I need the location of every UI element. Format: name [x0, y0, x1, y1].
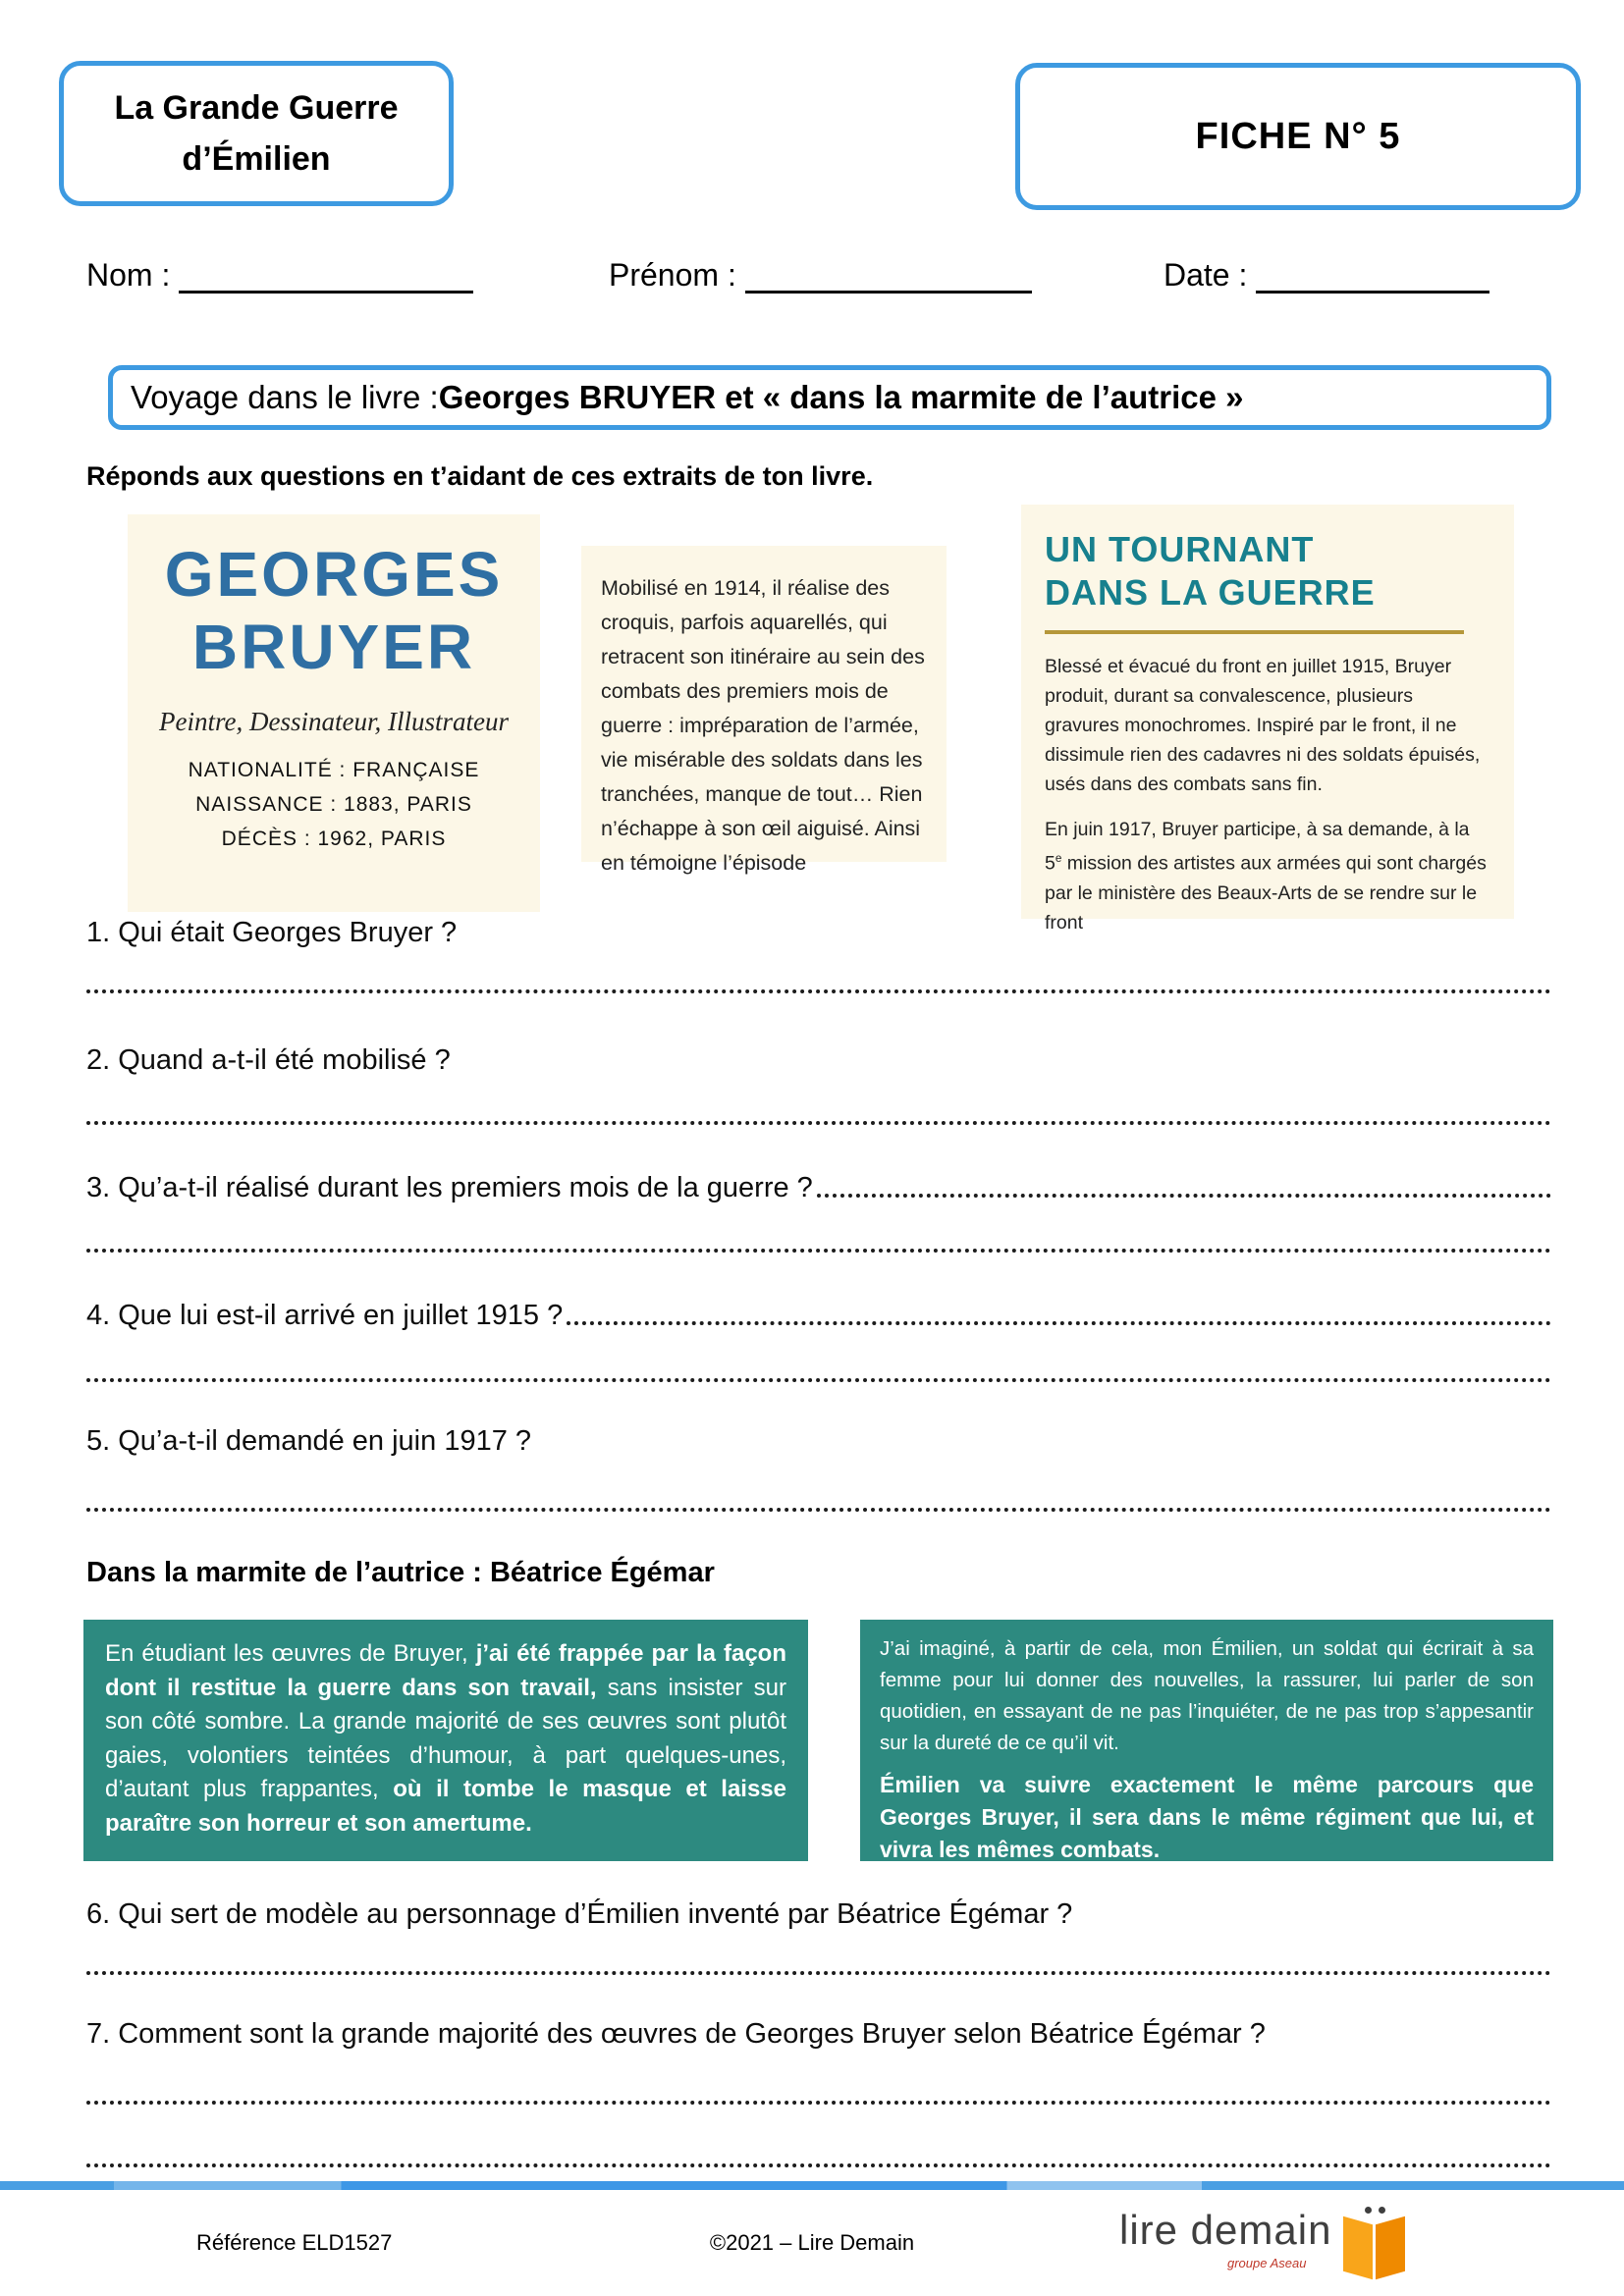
nom-field[interactable] — [179, 257, 473, 294]
question-2: 2. Quand a-t-il été mobilisé ? — [86, 1044, 451, 1076]
tournant-para2 — [1045, 815, 1490, 937]
mobilisation-text: Mobilisé en 1914, il réalise des croquis, parfois aquarellés, qui retracent son itinéraire au sein des combats des premiers mois de guerre : impréparation de l’armée, vie misérable des soldats dans les tranchées, manque de tout… Rien n’échappe à son œil aiguisé. Ainsi en témoigne l’épisode — [601, 576, 925, 875]
mobilisation-extract-card — [581, 546, 947, 875]
banner-title: Georges BRUYER et « dans la marmite de l’autrice » — [438, 379, 1244, 415]
marmite-left-seg1: En étudiant les œuvres de Bruyer, — [105, 1640, 476, 1667]
bio-fact-nationalite: NATIONALITÉ : FRANÇAISE — [188, 759, 480, 781]
banner-prefix: Voyage dans le livre : — [131, 379, 439, 415]
bio-subtitle: Peintre, Dessinateur, Illustrateur — [159, 707, 509, 736]
date-label: Date : — [1164, 257, 1248, 293]
date-field[interactable] — [1256, 257, 1489, 294]
book-title-line2: d’Émilien — [182, 140, 331, 178]
marmite-left-seg2: j’ai été frappée par la façon dont il restitue la guerre dans son travail, — [105, 1640, 786, 1701]
gold-divider — [1045, 630, 1464, 634]
tournant-para2-prefix: En juin 1917, Bruyer participe, à sa demande, à la 5 — [1045, 819, 1470, 875]
instruction-text: Réponds aux questions en t’aidant de ces extraits de ton livre. — [86, 461, 874, 491]
fiche-number-box — [1015, 63, 1581, 210]
tournant-title-line2: DANS LA GUERRE — [1045, 572, 1376, 613]
marmite-left-seg4: où il tombe le masque et laisse paraître son horreur et son amertume. — [105, 1776, 786, 1837]
question-5: 5. Qu’a-t-il demandé en juin 1917 ? — [86, 1425, 532, 1457]
logo-tagline: groupe Aseau — [1227, 2256, 1307, 2270]
answer-line-6[interactable] — [86, 1971, 1551, 1975]
bio-extract-card — [128, 514, 540, 912]
marmite-heading: Dans la marmite de l’autrice : Béatrice Égémar — [86, 1557, 715, 1588]
answer-line-3[interactable] — [86, 1249, 1551, 1253]
question-7: 7. Comment sont la grande majorité des œuvres de Georges Bruyer selon Béatrice Égémar ? — [86, 2018, 1266, 2050]
section-banner — [108, 365, 1551, 430]
answer-line-7b[interactable] — [86, 2163, 1551, 2167]
question-4 — [86, 1300, 1551, 1332]
bio-fact-deces: DÉCÈS : 1962, PARIS — [221, 828, 447, 850]
marmite-right-para2: Émilien va suivre exactement le même parcours que Georges Bruyer, il sera dans le même régiment que lui, et vivra les mêmes combats. — [880, 1772, 1534, 1862]
answer-line-1[interactable] — [86, 989, 1551, 993]
answer-line-7a[interactable] — [86, 2101, 1551, 2105]
lire-demain-logo — [1119, 2205, 1412, 2281]
tournant-extract-card — [1021, 505, 1514, 934]
book-title-line1: La Grande Guerre — [114, 89, 399, 127]
question-3 — [86, 1172, 1551, 1204]
answer-line-2[interactable] — [86, 1121, 1551, 1125]
bio-fact-naissance: NAISSANCE : 1883, PARIS — [195, 793, 472, 816]
marmite-quote-box-left — [83, 1620, 808, 1861]
bio-facts — [128, 753, 540, 856]
footer-reference: Référence ELD1527 — [196, 2230, 393, 2255]
nom-group — [86, 257, 473, 294]
question-6: 6. Qui sert de modèle au personnage d’Émilien inventé par Béatrice Égémar ? — [86, 1898, 1073, 1930]
tournant-para1: Blessé et évacué du front en juillet 1915, Bruyer produit, durant sa convalescence, plusieurs gravures monochromes. Inspiré par le front, il ne dissimule rien des cadavres ni des soldats épuisés, usés dans des combats sans fin. — [1045, 656, 1481, 795]
logo-text: lire demain — [1119, 2207, 1332, 2253]
question-1: 1. Qui était Georges Bruyer ? — [86, 917, 458, 948]
bio-name-line1: GEORGES — [164, 539, 504, 610]
footer-divider-bar — [0, 2181, 1624, 2190]
marmite-quote-box-right — [860, 1620, 1553, 1861]
date-group — [1164, 257, 1489, 294]
tournant-para2-sup: e — [1055, 852, 1062, 865]
prenom-label: Prénom : — [609, 257, 736, 293]
open-book-icon — [1339, 2205, 1412, 2281]
nom-label: Nom : — [86, 257, 171, 293]
answer-line-4[interactable] — [86, 1378, 1551, 1382]
question-3-inline-answer[interactable] — [817, 1194, 1551, 1198]
marmite-right-para1: J’ai imaginé, à partir de cela, mon Émilien, un soldat qui écrirait à sa femme pour lui donner des nouvelles, la rassurer, lui parler de son quotidien, en essayant de ne pas l’inquiéter, de ne pas trop s’appesantir sur la dureté de ce qu’il vit. — [880, 1637, 1534, 1754]
tournant-title-line1: UN TOURNANT — [1045, 529, 1315, 569]
tournant-para2-suffix: mission des artistes aux armées qui sont chargés par le ministère des Beaux-Arts de se rendre sur le front — [1045, 852, 1487, 934]
answer-line-5[interactable] — [86, 1508, 1551, 1512]
bio-name-line2: BRUYER — [191, 612, 476, 682]
question-4-inline-answer[interactable] — [567, 1321, 1551, 1325]
question-3-label: 3. Qu’a-t-il réalisé durant les premiers mois de la guerre ? — [86, 1172, 813, 1203]
prenom-field[interactable] — [745, 257, 1032, 294]
book-title-box — [59, 61, 454, 206]
question-4-label: 4. Que lui est-il arrivé en juillet 1915 ? — [86, 1300, 564, 1331]
footer-copyright: ©2021 – Lire Demain — [709, 2230, 915, 2255]
fiche-number-label: FICHE N° 5 — [1195, 115, 1401, 157]
marmite-left-seg3: sans insister sur son côté sombre. La grande majorité de ses œuvres sont plutôt gaies, volontiers teintées d’humour, à part quelques-unes, d’autant plus frappantes, — [105, 1674, 786, 1802]
prenom-group — [609, 257, 1032, 294]
